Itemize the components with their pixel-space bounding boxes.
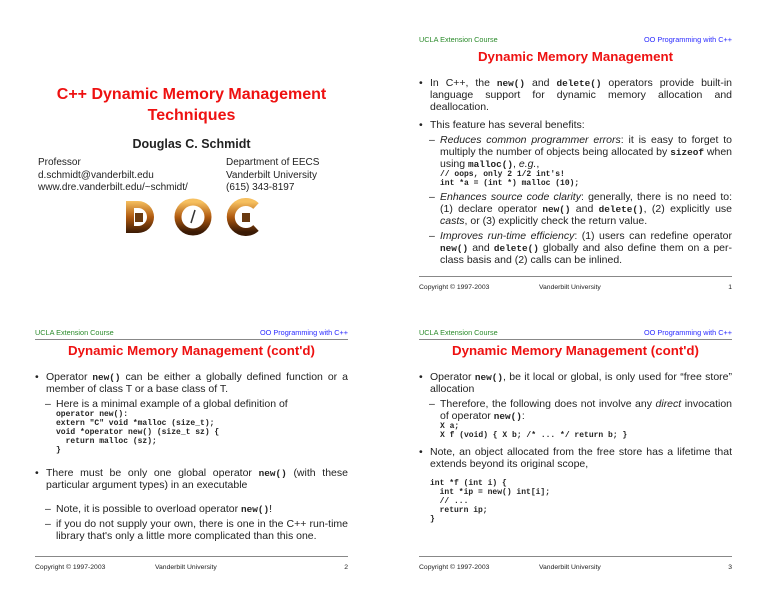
code-block [35,410,348,455]
inline-code: delete() [556,78,602,89]
bullet-item [419,119,732,131]
text-segment: In C++, the [430,77,497,89]
page-number: 2 [344,564,348,571]
course-title: OO Programming with C++ [644,328,732,337]
slide-header [419,35,732,46]
slide-footer [419,276,732,292]
text-segment: Enhances source code clarity [440,191,581,203]
slide-title: Dynamic Memory Management (cont'd) [68,343,315,358]
sub-item [419,230,732,266]
text-segment: , (2) explicitly use [643,203,732,215]
sub-item [419,191,732,227]
code-line: int *a = (int *) malloc (10); [440,179,580,188]
code-line: // oops, only 2 1/2 int's! [440,170,565,179]
footer-university: Vanderbilt University [539,284,601,291]
text-segment: , be it local or global, is only used for “free store” allocation [430,371,732,395]
code-line: return malloc (sz); [56,437,157,446]
text-segment: casts [440,215,465,227]
bullet-item [419,371,732,395]
slide-footer [419,556,732,572]
text-segment: and [468,242,494,254]
code-line: } [56,446,61,455]
bullet-item [35,467,348,491]
text-segment: globally and also define them on a per-class basis and (2) calls can be inlined. [440,242,732,266]
inline-code: new() [92,372,121,383]
slide-footer [35,556,348,572]
page-number: 3 [728,564,732,571]
sub-item [35,503,348,515]
code-line: int *f (int i) { [430,479,507,488]
bullet-item [419,446,732,470]
code-line: return ip; [430,506,488,515]
text-segment: Therefore, the following does not involve any [440,398,656,410]
title-line: Techniques [147,107,236,124]
inline-code: new() [258,468,287,479]
course-title: OO Programming with C++ [644,35,732,44]
inline-code: delete() [598,204,644,215]
slide-title: Dynamic Memory Management [477,49,674,64]
footer-university: Vanderbilt University [539,564,601,571]
text-segment: Note, it is possible to overload operator [56,503,242,515]
inline-code: new() [542,204,571,215]
sub-item [35,518,348,542]
page-number: 1 [728,284,732,291]
code-block [419,170,732,188]
author-info-right [226,157,319,195]
text-segment: : it is easy to forget to multiply the number of objects being allocated by [440,134,733,158]
course-title: OO Programming with C++ [260,328,348,337]
code-line: extern "C" void *malloc (size_t); [56,419,215,428]
footer-university: Vanderbilt University [155,564,217,571]
university: Vanderbilt University [226,169,317,181]
sub-item [35,398,348,410]
course-name: UCLA Extension Course [419,328,498,337]
author-email: d.schmidt@vanderbilt.edu [38,169,154,181]
copyright: Copyright © 1997-2003 [35,564,106,571]
text-segment: Operator [430,371,475,383]
text-segment: : (1) users can redefine operator [574,230,732,242]
text-segment: Here is a minimal example of a global definition of [56,398,288,410]
author-name: Douglas C. Schmidt [132,137,251,151]
code-line: X f (void) { X b; /* ... */ return b; } [440,431,628,440]
text-segment: ! [269,503,273,515]
text-segment: Note, an object allocated from the free store has a lifetime that extends beyond its original scope, [430,446,732,470]
bullet-item [35,371,348,395]
author-title: Professor [38,157,81,168]
text-segment: and [570,203,599,215]
inline-code: new() [440,243,469,254]
inline-code: new() [474,372,503,383]
slide-title: Dynamic Memory Management (cont'd) [452,343,699,358]
text-segment: There must be only one global operator [46,467,259,479]
doc-group-logo [122,198,262,236]
inline-code: new() [241,504,270,515]
footer-spacer [419,524,732,556]
slide-header [35,328,348,340]
text-segment: Operator [46,371,93,383]
text-segment: when using [440,146,732,170]
author-website: www.dre.vanderbilt.edu/~schmidt/ [38,182,188,193]
code-block [419,422,732,440]
sub-item [419,134,732,170]
text-segment: Improves run-time efficiency [440,230,575,242]
title-slide-heading [35,84,348,126]
copyright: Copyright © 1997-2003 [419,564,490,571]
text-segment: direct [655,398,682,410]
code-line: void *operator new() (size_t sz) { [56,428,220,437]
inline-code: delete() [493,243,539,254]
text-segment: , [536,158,540,170]
phone: (615) 343-8197 [226,182,295,193]
text-segment: This feature has several benefits: [430,119,585,131]
code-line: int *ip = new() int[i]; [430,488,551,497]
text-segment: operators provide built-in language support for dynamic memory allocation and deallocation. [430,77,732,113]
department: Department of EECS [226,157,320,168]
slide-3 [419,328,732,572]
author-info-left [38,157,188,195]
text-segment: if you do not supply your own, there is one in the C++ run-time library that's only a little more complicated than this one. [56,518,348,542]
code-line: // ... [430,497,469,506]
code-line: X a; [440,422,460,431]
text-segment: , [513,158,519,170]
course-name: UCLA Extension Course [419,35,498,44]
text-segment: Reduces common programmer errors [440,134,621,146]
code-block [419,479,732,524]
slide-header [419,328,732,340]
slide-2 [35,328,348,572]
code-line: operator new(): [56,410,129,419]
text-segment: e.g. [518,158,537,170]
slide-1 [419,35,732,292]
bullet-item [419,77,732,113]
text-segment: invocation of operator [440,398,733,422]
text-segment: : generally, there is no need to: (1) declare operator [440,191,732,215]
footer-spacer [419,266,732,276]
text-segment: (with these particular argument types) in an executable [46,467,348,491]
text-segment: can be either a globally defined function or a member of class T or a base class of T. [46,371,348,395]
inline-code: malloc() [468,159,514,170]
inline-code: new() [496,78,526,89]
footer-spacer [35,542,348,556]
copyright: Copyright © 1997-2003 [419,284,490,291]
text-segment: : [521,410,525,422]
text-segment: and [525,77,557,89]
inline-code: sizeof [670,147,704,158]
text-segment: , or (3) explicitly check the return value. [464,215,648,227]
inline-code: new() [493,411,522,422]
sub-item [419,398,732,422]
title-line: C++ Dynamic Memory Management [56,86,327,103]
course-name: UCLA Extension Course [35,328,114,337]
code-line: } [430,515,435,524]
